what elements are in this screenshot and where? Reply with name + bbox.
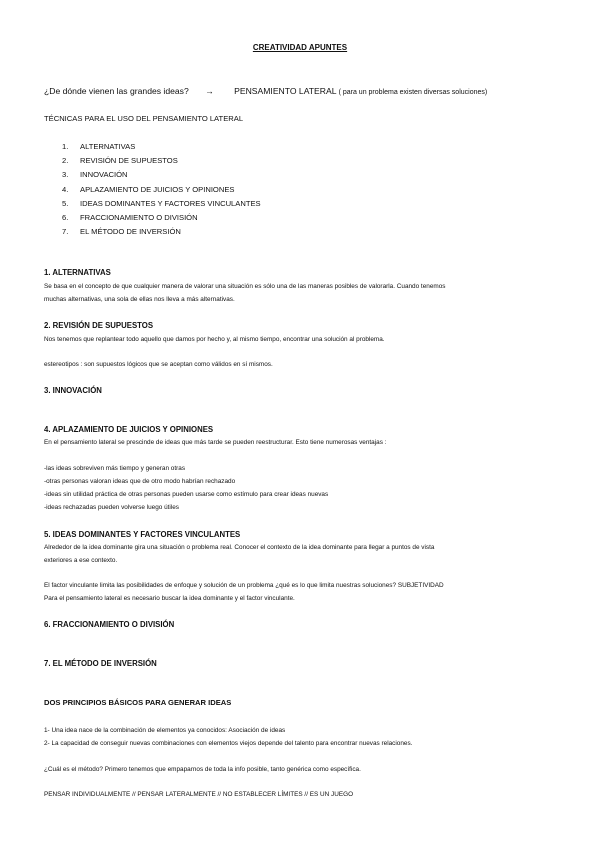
paragraph-line: PENSAR INDIVIDUALMENTE // PENSAR LATERALMENTE // NO ESTABLECER LÍMITES // ES UN JUEGO [44, 791, 354, 798]
arrow-right-icon: → [205, 86, 214, 96]
paragraph-line: Para el pensamiento lateral es necesario buscar la idea dominante y el factor vinculante. [44, 595, 295, 602]
principles-heading: DOS PRINCIPIOS BÁSICOS PARA GENERAR IDEAS [44, 698, 232, 707]
section-heading-revision: 2. REVISIÓN DE SUPUESTOS [44, 321, 154, 330]
paragraph-line: muchas alternativas, una sola de ellas nos lleva a más alternativas. [44, 296, 235, 303]
bullet-line: -ideas sin utilidad práctica de otras personas pueden usarse como estímulo para crear ideas nuevas [44, 491, 329, 498]
techniques-heading: TÉCNICAS PARA EL USO DEL PENSAMIENTO LATERAL [44, 114, 244, 123]
paragraph-line: Nos tenemos que replantear todo aquello que damos por hecho y, al mismo tiempo, encontrar una solución al problema. [44, 336, 385, 343]
section-heading-alternativas: 1. ALTERNATIVAS [44, 268, 111, 277]
bullet-line: -las ideas sobreviven más tiempo y generan otras [44, 465, 186, 472]
paragraph-line: Alrededor de la idea dominante gira una situación o problema real. Conocer el contexto de la idea dominante para llegar a puntos de vista [44, 544, 435, 551]
question-answer: PENSAMIENTO LATERAL [234, 86, 337, 96]
paragraph-line: 1- Una idea nace de la combinación de elementos ya conocidos: Asociación de ideas [44, 727, 286, 734]
paragraph-line: El factor vinculante limita las posibilidades de enfoque y solución de un problema ¿qué es lo que limita nuestras soluciones? SUBJETIVIDAD [44, 582, 444, 589]
paragraph-line: En el pensamiento lateral se prescinde de ideas que más tarde se pueden reestructurar. Esto tiene numerosas ventajas : [44, 439, 387, 446]
question-line [44, 86, 487, 96]
paragraph-line: Se basa en el concepto de que cualquier manera de valorar una situación es sólo una de las maneras posibles de valorarla. Cuando tenemos [44, 283, 446, 290]
list-item: 4. APLAZAMIENTO DE JUICIOS Y OPINIONES [62, 184, 235, 194]
paragraph-line: estereotipos : son supuestos lógicos que se aceptan como válidos en sí mismos. [44, 361, 273, 368]
paragraph-line: exteriores a ese contexto. [44, 557, 118, 564]
document-title: CREATIVIDAD APUNTES [252, 43, 348, 52]
bullet-line: -otras personas valoran ideas que de otro modo habrían rechazado [44, 478, 236, 485]
list-item: 1. ALTERNATIVAS [62, 142, 136, 151]
section-heading-ideas-dominantes: 5. IDEAS DOMINANTES Y FACTORES VINCULANTES [44, 530, 241, 539]
paragraph-line: ¿Cuál es el método? Primero tenemos que empaparnos de toda la info posible, tanto genérica como específica. [44, 766, 361, 773]
list-item: 2. REVISIÓN DE SUPUESTOS [62, 156, 178, 166]
section-heading-innovacion: 3. INNOVACIÓN [44, 386, 102, 395]
list-item: 7. EL MÉTODO DE INVERSIÓN [62, 227, 181, 237]
bullet-line: -ideas rechazadas pueden volverse luego útiles [44, 504, 179, 511]
section-heading-fraccionamiento: 6. FRACCIONAMIENTO O DIVISIÓN [44, 620, 175, 629]
list-item: 3. INNOVACIÓN [62, 170, 128, 180]
section-heading-aplazamiento: 4. APLAZAMIENTO DE JUICIOS Y OPINIONES [44, 425, 214, 434]
section-heading-inversion: 7. EL MÉTODO DE INVERSIÓN [44, 659, 157, 668]
question-text: ¿De dónde vienen las grandes ideas? [44, 86, 189, 96]
list-item: 6. FRACCIONAMIENTO O DIVISIÓN [62, 212, 198, 222]
techniques-list [62, 142, 261, 241]
question-note: ( para un problema existen diversas soluciones) [338, 89, 488, 96]
list-item: 5. IDEAS DOMINANTES Y FACTORES VINCULANTES [62, 198, 261, 208]
paragraph-line: 2- La capacidad de conseguir nuevas combinaciones con elementos viejos depende del talento para encontrar nuevas relaciones. [44, 740, 413, 747]
